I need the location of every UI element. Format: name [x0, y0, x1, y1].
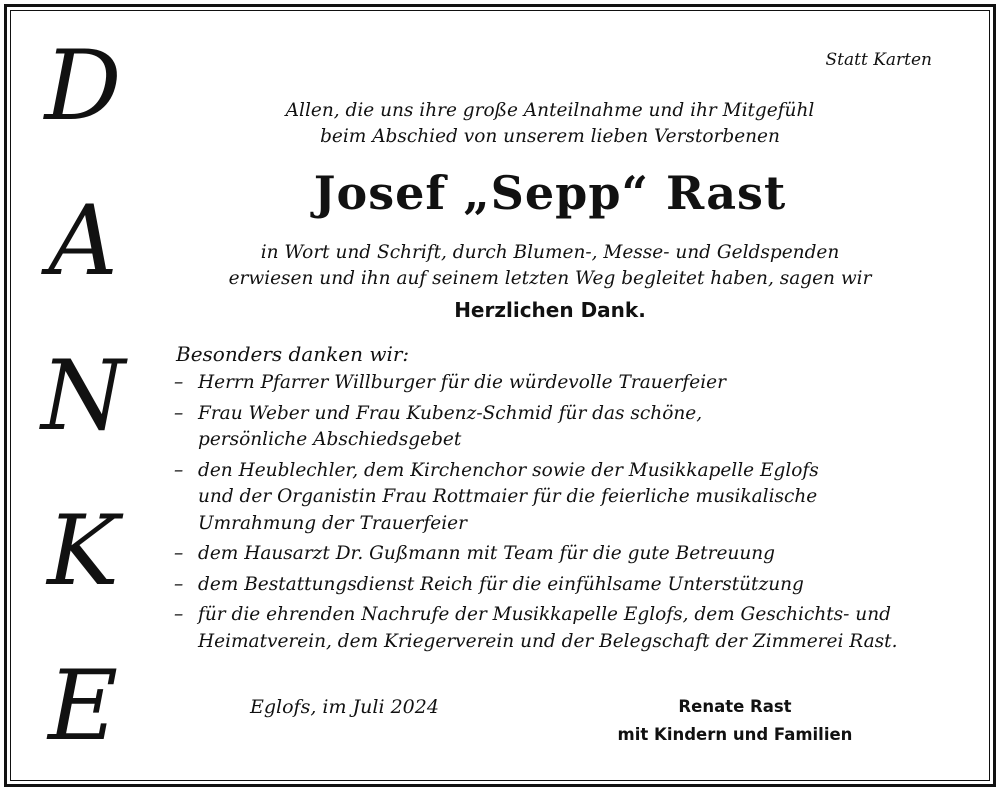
- danke-vertical-word: [28, 30, 138, 762]
- list-item-line: dem Hausarzt Dr. Gußmann mit Team für die gute Betreuung: [198, 543, 775, 564]
- signature-name: Renate Rast: [678, 697, 792, 716]
- place-date: Eglofs, im Juli 2024: [250, 696, 439, 718]
- danke-letter-k: K: [47, 495, 119, 607]
- danke-letter-a: A: [48, 185, 118, 297]
- dash-bullet: –: [174, 372, 184, 393]
- list-item: [174, 541, 954, 568]
- list-item: [174, 458, 954, 538]
- signature-family: mit Kindern und Familien: [617, 725, 853, 744]
- dash-bullet: –: [174, 402, 184, 424]
- list-item-line: Frau Weber und Frau Kubenz-Schmid für das schöne,: [198, 402, 703, 424]
- list-item-line: persönliche Abschiedsgebet: [198, 429, 462, 450]
- dash-bullet: –: [174, 573, 184, 595]
- signature: [560, 693, 910, 749]
- intro-line-1: Allen, die uns ihre große Anteilnahme und ihr Mitgefühl: [285, 100, 815, 121]
- intro-line-2: beim Abschied von unserem lieben Verstorbenen: [320, 126, 780, 147]
- deceased-name: Josef „Sepp“ Rast: [313, 166, 787, 220]
- list-item: [174, 370, 954, 397]
- dash-bullet: –: [174, 543, 184, 564]
- list-item-line: den Heublechler, dem Kirchenchor sowie der Musikkapelle Eglofs: [198, 459, 819, 481]
- list-item-line: Umrahmung der Trauerfeier: [198, 512, 467, 534]
- list-item-line: und der Organistin Frau Rottmaier für die feierliche musikalische: [198, 486, 818, 507]
- message-line-1: in Wort und Schrift, durch Blumen-, Messe- und Geldspenden: [260, 242, 840, 263]
- danke-letter-d: D: [44, 30, 122, 142]
- herzlichen-dank: Herzlichen Dank.: [454, 298, 646, 322]
- list-item: [174, 602, 954, 655]
- special-thanks-list: [174, 370, 954, 659]
- dash-bullet: –: [174, 604, 184, 625]
- dash-bullet: –: [174, 459, 184, 481]
- list-item-line: für die ehrenden Nachrufe der Musikkapelle Eglofs, dem Geschichts- und: [198, 604, 891, 625]
- danke-letter-n: N: [41, 340, 125, 452]
- danke-letter-e: E: [47, 650, 119, 762]
- list-item-line: dem Bestattungsdienst Reich für die einfühlsame Unterstützung: [198, 573, 804, 595]
- list-item-line: Herrn Pfarrer Willburger für die würdevolle Trauerfeier: [198, 372, 726, 393]
- message-line-2: erwiesen und ihn auf seinem letzten Weg begleitet haben, sagen wir: [228, 268, 872, 289]
- special-thanks-heading: Besonders danken wir:: [176, 342, 410, 366]
- statt-karten: Statt Karten: [825, 50, 932, 70]
- list-item: [174, 401, 954, 454]
- list-item: [174, 572, 954, 599]
- list-item-line: Heimatverein, dem Kriegerverein und der Belegschaft der Zimmerei Rast.: [198, 630, 898, 652]
